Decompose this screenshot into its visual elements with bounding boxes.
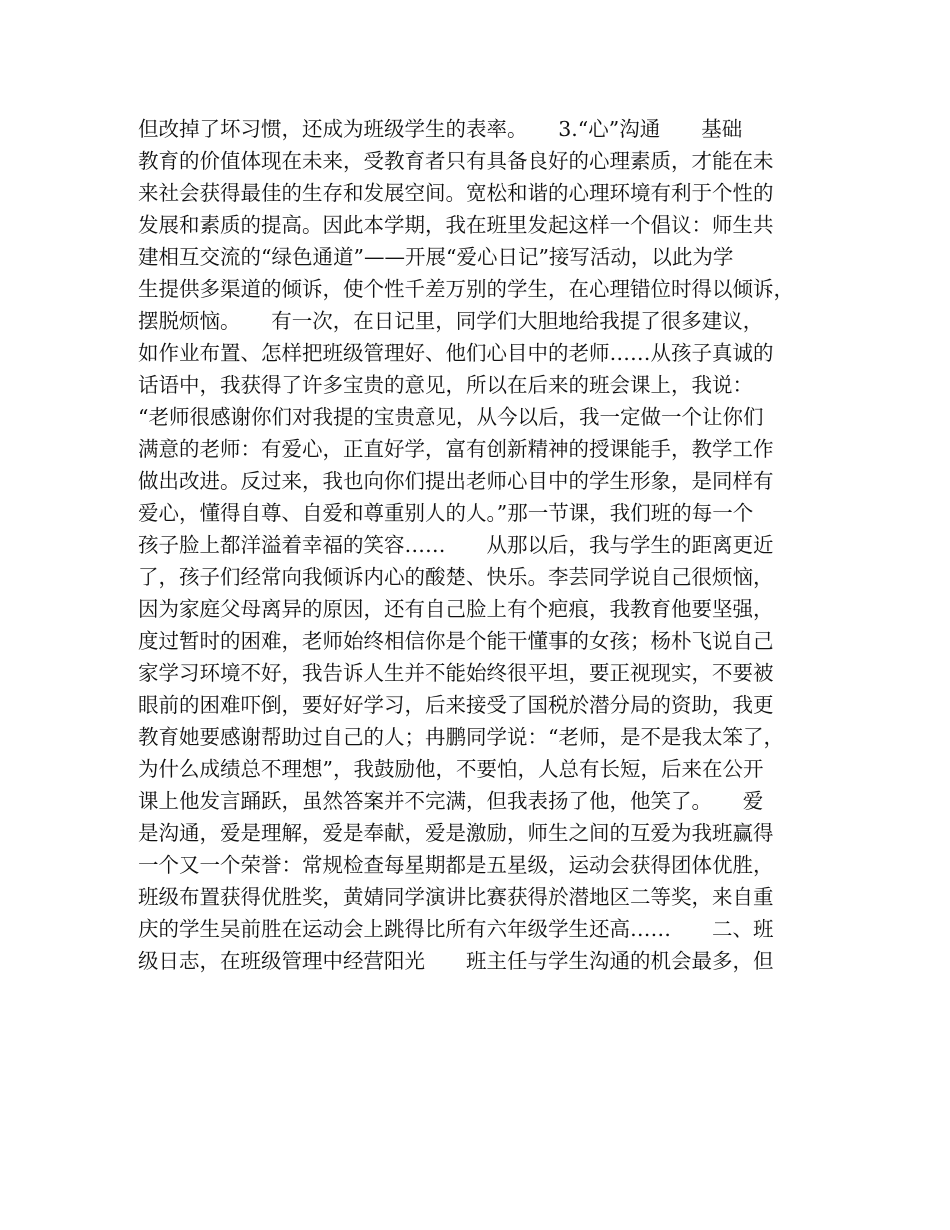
- text-line: 班级布置获得优胜奖，黄婧同学演讲比赛获得於潜地区二等奖，来自重: [138, 885, 774, 909]
- text-line: 是沟通，爱是理解，爱是奉献，爱是激励，师生之间的互爱为我班赢得: [138, 821, 774, 845]
- text-line: 建相互交流的“绿色通道”——开展“爱心日记”接写活动，以此为学: [138, 245, 734, 269]
- text-line: 生提供多渠道的倾诉，使个性千差万别的学生，在心理错位时得以倾诉，: [138, 277, 794, 301]
- text-line: 为什么成绩总不理想”，我鼓励他，不要怕，人总有长短，后来在公开: [138, 757, 764, 781]
- text-line: 爱心，懂得自尊、自爱和尊重别人的人。”那一节课，我们班的每一个: [138, 501, 754, 525]
- text-line: 教育她要感谢帮助过自己的人；冉鹏同学说：“老师，是不是我太笨了，: [138, 725, 784, 749]
- text-line: 级日志，在班级管理中经营阳光 班主任与学生沟通的机会最多，但: [138, 949, 774, 973]
- body-text: [138, 113, 828, 977]
- text-line: 眼前的困难吓倒，要好好学习，后来接受了国税於潜分局的资助，我更: [138, 693, 774, 717]
- text-line: 话语中，我获得了许多宝贵的意见，所以在后来的班会课上，我说：: [138, 373, 753, 397]
- text-line: 一个又一个荣誉：常规检查每星期都是五星级，运动会获得团体优胜，: [138, 853, 774, 877]
- text-line: 课上他发言踊跃，虽然答案并不完满，但我表扬了他，他笑了。 爱: [138, 789, 764, 813]
- text-line: 来社会获得最佳的生存和发展空间。宽松和谐的心理环境有利于个性的: [138, 181, 774, 205]
- text-line: 度过暂时的困难，老师始终相信你是个能干懂事的女孩；杨朴飞说自己: [138, 629, 774, 653]
- text-line: 了，孩子们经常向我倾诉内心的酸楚、快乐。李芸同学说自己很烦恼，: [138, 565, 774, 589]
- text-line: 做出改进。反过来，我也向你们提出老师心目中的学生形象，是同样有: [138, 469, 774, 493]
- text-line: 满意的老师：有爱心，正直好学，富有创新精神的授课能手，教学工作: [138, 437, 774, 461]
- text-line: 摆脱烦恼。 有一次，在日记里，同学们大胆地给我提了很多建议，: [138, 309, 764, 333]
- text-line: 孩子脸上都洋溢着幸福的笑容…… 从那以后，我与学生的距离更近: [138, 533, 774, 557]
- text-line: 家学习环境不好，我告诉人生并不能始终很平坦，要正视现实，不要被: [138, 661, 774, 685]
- text-line: 因为家庭父母离异的原因，还有自己脸上有个疤痕，我教育他要坚强，: [138, 597, 774, 621]
- text-line: 发展和素质的提高。因此本学期，我在班里发起这样一个倡议：师生共: [138, 213, 774, 237]
- text-line: 但改掉了坏习惯，还成为班级学生的表率。 3.“心”沟通 基础: [138, 117, 743, 141]
- text-line: 如作业布置、怎样把班级管理好、他们心目中的老师……从孩子真诚的: [138, 341, 774, 365]
- text-line: “老师很感谢你们对我提的宝贵意见，从今以后，我一定做一个让你们: [138, 405, 764, 429]
- text-line: 教育的价值体现在未来，受教育者只有具备良好的心理素质，才能在未: [138, 149, 774, 173]
- text-line: 庆的学生吴前胜在运动会上跳得比所有六年级学生还高…… 二、班: [138, 917, 774, 941]
